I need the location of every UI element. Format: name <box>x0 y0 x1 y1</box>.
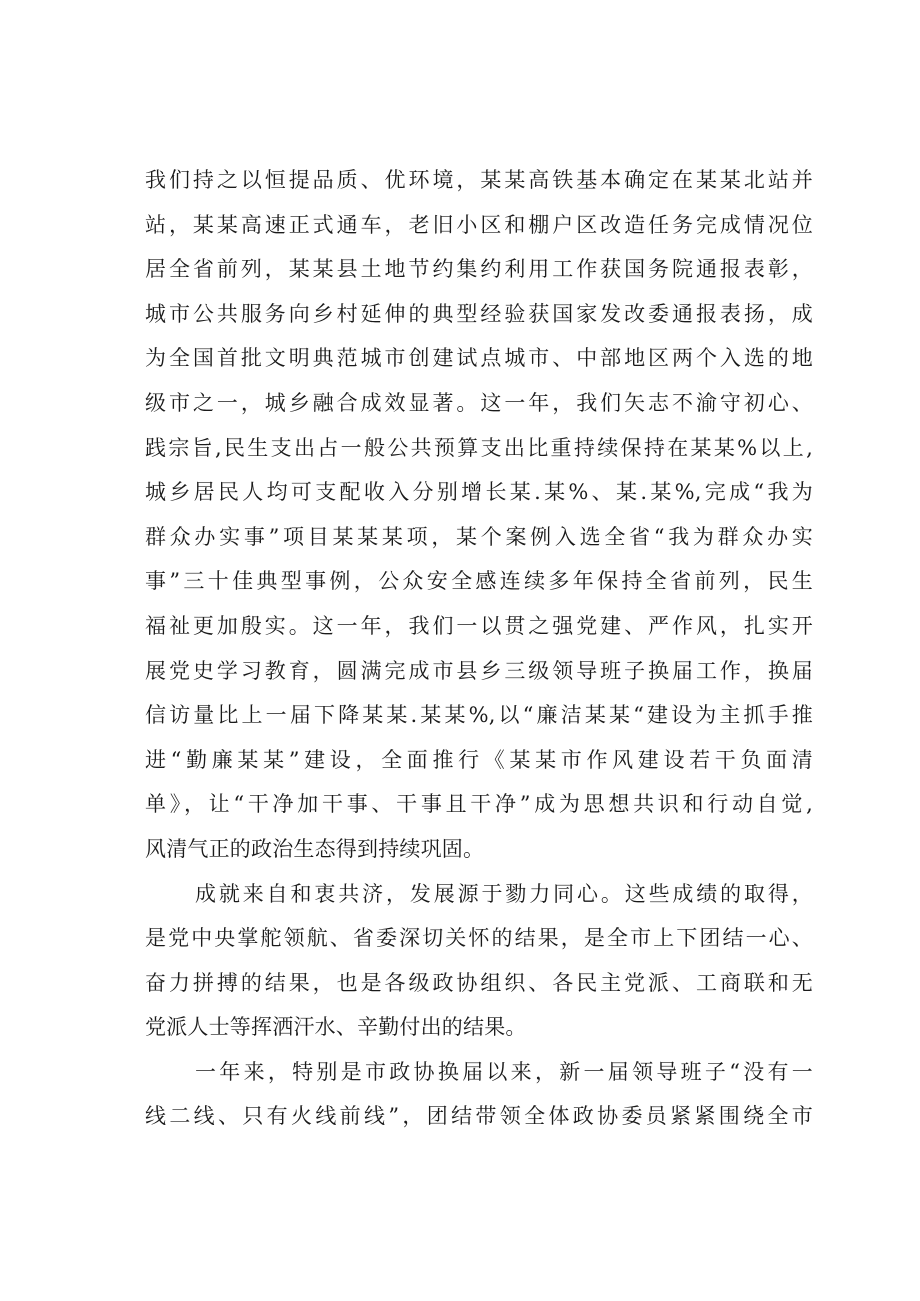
text-line: 城市公共服务向乡村延伸的典型经验获国家发改委通报表扬，成 <box>145 301 813 326</box>
text-line: 级市之一，城乡融合成效显著。这一年，我们矢志不渝守初心、 <box>145 390 813 415</box>
text-line: 群众办实事”项目某某某项，某个案例入选全省“我为群众办实 <box>145 524 813 549</box>
text-line: 城乡居民人均可支配收入分别增长某.某%、某.某%,完成“我为 <box>145 480 813 505</box>
text-line: 奋力拼搏的结果，也是各级政协组织、各民主党派、工商联和无 <box>145 970 813 995</box>
body-text <box>145 158 813 1139</box>
text-line: 信访量比上一届下降某某.某某%,以“廉洁某某“建设为主抓手推 <box>145 703 813 728</box>
text-line: 一年来，特别是市政协换届以来，新一届领导班子“没有一 <box>195 1059 813 1084</box>
text-line: 践宗旨,民生支出占一般公共预算支出比重持续保持在某某%以上, <box>145 435 813 460</box>
text-line: 事”三十佳典型事例，公众安全感连续多年保持全省前列，民生 <box>145 569 813 594</box>
text-line: 单》，让“干净加干事、干事且干净”成为思想共识和行动自觉, <box>145 792 813 817</box>
text-line: 福祉更加殷实。这一年，我们一以贯之强党建、严作风，扎实开 <box>145 613 813 638</box>
text-line: 我们持之以恒提品质、优环境，某某高铁基本确定在某某北站并 <box>145 168 813 192</box>
text-line: 线二线、只有火线前线”，团结带领全体政协委员紧紧围绕全市 <box>145 1104 813 1129</box>
text-line: 风清气正的政治生态得到持续巩固。 <box>145 836 485 861</box>
text-line: 站，某某高速正式通车，老旧小区和棚户区改造任务完成情况位 <box>145 212 813 237</box>
text-line: 展党史学习教育，圆满完成市县乡三级领导班子换届工作，换届 <box>145 658 813 683</box>
text-line: 为全国首批文明典范城市创建试点城市、中部地区两个入选的地 <box>145 346 813 371</box>
text-line: 是党中央掌舵领航、省委深切关怀的结果，是全市上下团结一心、 <box>145 926 813 951</box>
text-line: 进“勤廉某某”建设，全面推行《某某市作风建设若干负面清 <box>145 747 813 772</box>
text-line: 居全省前列，某某县土地节约集约利用工作获国务院通报表彰， <box>145 257 813 282</box>
text-line: 党派人士等挥洒汗水、辛勤付出的结果。 <box>145 1015 527 1040</box>
text-line: 成就来自和衷共济，发展源于勠力同心。这些成绩的取得， <box>195 881 813 906</box>
